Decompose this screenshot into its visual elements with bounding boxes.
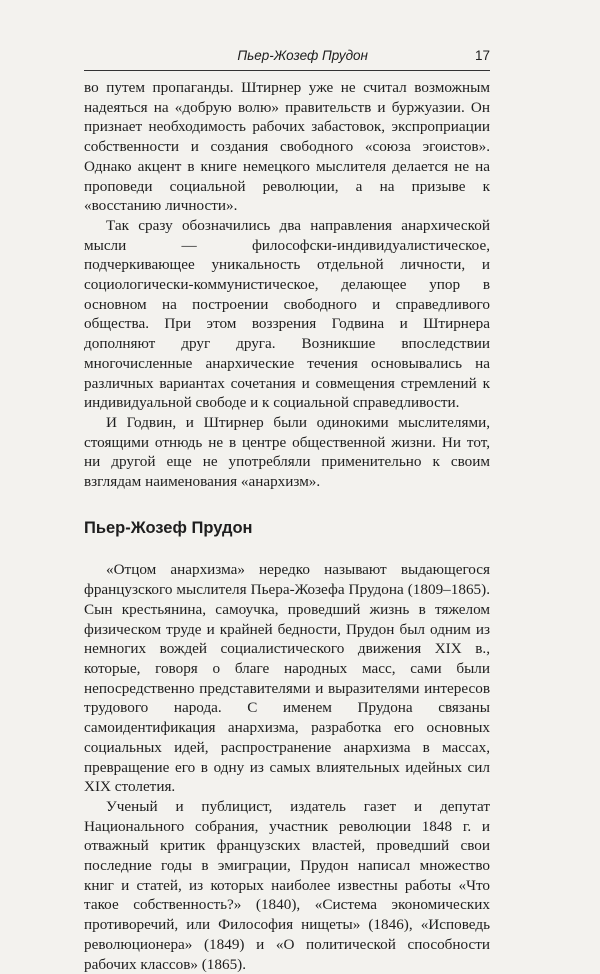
paragraph: «Отцом анархизма» нередко называют выдающегося французского мыслителя Пьера-Жозефа Прудона (1809–1865). Сын крестьянина, самоучка, проведший жизнь в тяжелом физическом труде и крайней бедности, Прудон был одним из немногих вождей социалистического движения XIX в., которые, говоря о благе народных масс, сами были непосредственно представителями и выразителями интересов трудового народа. С именем Прудона связаны самоидентификация анархизма, разработка его основных социальных идей, распространение анархизма в массах, превращение его в одну из самых влиятельных идейных сил XIX столетия. xyxy=(84,561,490,796)
running-header xyxy=(84,46,490,71)
running-title: Пьер-Жозеф Прудон xyxy=(237,48,368,63)
paragraph: Ученый и публицист, издатель газет и депутат Национального собрания, участник революции 1848 г. и отважный критик французских властей, проведший свои последние годы в эмиграции, Прудон написал множество книг и статей, из которых наиболее известны работы «Что такое собственность?» (1840), «Система экономических противоречий, или Философия нищеты» (1846), «Исповедь революционера» (1849) и «О политической способности рабочих классов» (1865). xyxy=(84,797,490,973)
paragraph: И Годвин, и Штирнер были одинокими мыслителями, стоящими отнюдь не в центре общественной жизни. Ни тот, ни другой еще не употребляли применительно к своим взглядам наименования «анархизм». xyxy=(84,413,490,491)
page-number: 17 xyxy=(474,48,490,63)
paragraph: Так сразу обозначились два направления анархической мысли — философски-индивидуалистическое, подчеркивающее уникальность отдельной личности, и социологически-коммунистическое, делающее упор в основном на построении свободного и справедливого общества. При этом воззрения Годвина и Штирнера дополняют друг друга. Возникшие впоследствии многочисленные анархические течения основывались на различных вариантах сочетания и совмещения стремлений к индивидуальной свободе и к социальной справедливости. xyxy=(84,216,490,412)
page-body xyxy=(84,78,490,974)
paragraph: во путем пропаганды. Штирнер уже не считал возможным надеяться на «добрую волю» правительств и буржуазии. Он признает необходимость рабочих забастовок, экспроприации собственности и создания свободного «союза эгоистов». Однако акцент в книге немецкого мыслителя делается не на проповеди социальной революции, а на призыве к «восстанию личности». xyxy=(84,79,490,215)
section-heading: Пьер-Жозеф Прудон xyxy=(84,518,253,537)
